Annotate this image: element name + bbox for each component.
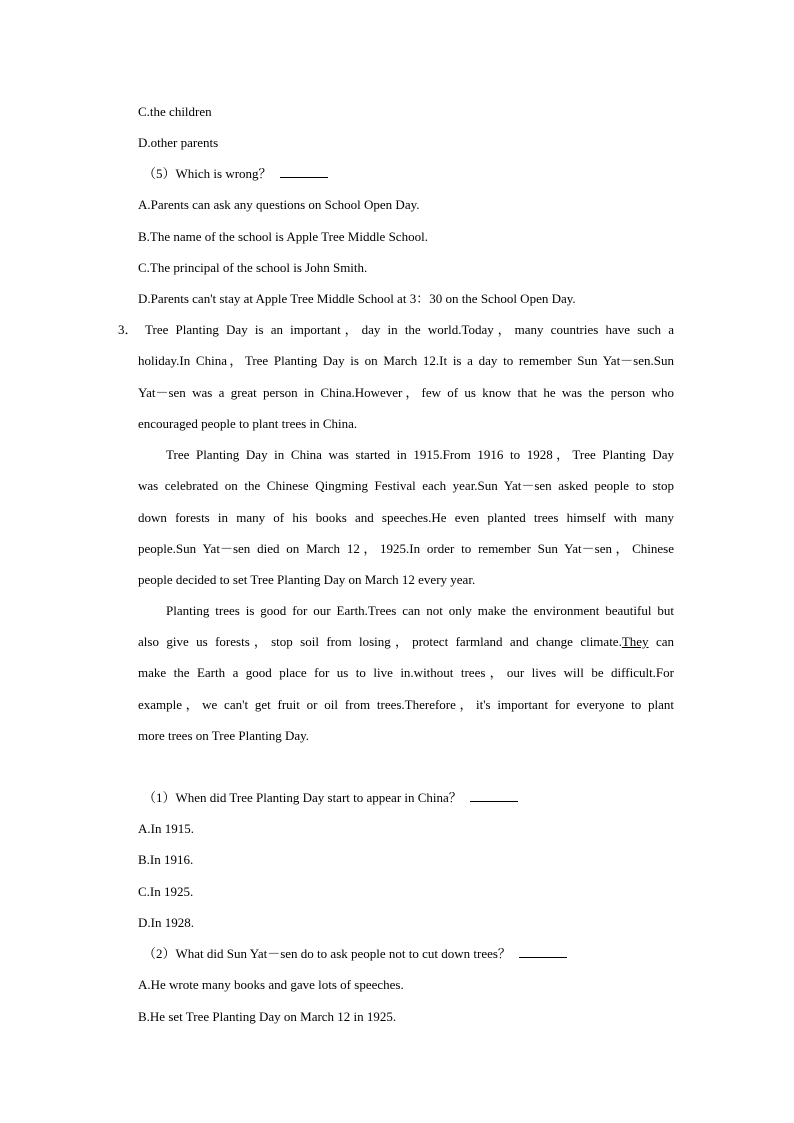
passage-line: more trees on Tree Planting Day. xyxy=(138,728,310,743)
answer-blank[interactable] xyxy=(280,165,328,178)
question-1-prompt: （1）When did Tree Planting Day start to appear in China？ xyxy=(143,790,462,805)
q1-option-a: A.In 1915. xyxy=(138,821,194,836)
passage-text: can xyxy=(648,634,674,649)
option-c-prev: C.the children xyxy=(138,104,212,119)
q5-option-a: A.Parents can ask any questions on School Open Day. xyxy=(138,197,420,212)
q1-option-b: B.In 1916. xyxy=(138,852,194,867)
answer-blank[interactable] xyxy=(519,945,567,958)
passage-line: Tree Planting Day is an important，day in the world.Today，many countries have such a xyxy=(145,322,674,337)
q5-option-c: C.The principal of the school is John Smith. xyxy=(138,260,368,275)
answer-blank[interactable] xyxy=(470,789,518,802)
q5-option-d: D.Parents can't stay at Apple Tree Middle School at 3：30 on the School Open Day. xyxy=(138,291,576,306)
passage-line: holiday.In China，Tree Planting Day is on March 12.It is a day to remember Sun Yat－sen.Sun xyxy=(138,353,674,368)
passage-line: make the Earth a good place for us to live in.without trees，our lives will be difficult.For xyxy=(138,665,674,680)
passage-line: Planting trees is good for our Earth.Trees can not only make the environment beautiful but xyxy=(166,603,674,618)
q1-option-d: D.In 1928. xyxy=(138,915,194,930)
passage-line: example，we can't get fruit or oil from trees.Therefore，it's important for everyone to plant xyxy=(138,697,674,712)
question-2-prompt: （2）What did Sun Yat－sen do to ask people not to cut down trees？ xyxy=(143,946,511,961)
passage-line: was celebrated on the Chinese Qingming Festival each year.Sun Yat－sen asked people to stop xyxy=(138,478,674,493)
question-5 xyxy=(143,165,328,183)
option-d-prev: D.other parents xyxy=(138,135,219,150)
q1-option-c: C.In 1925. xyxy=(138,884,194,899)
passage-line xyxy=(138,633,674,651)
passage-line: Tree Planting Day in China was started in 1915.From 1916 to 1928，Tree Planting Day xyxy=(166,447,674,462)
passage-line: down forests in many of his books and speeches.He even planted trees himself with many xyxy=(138,510,674,525)
q2-option-a: A.He wrote many books and gave lots of speeches. xyxy=(138,977,404,992)
underlined-word: They xyxy=(621,634,649,649)
question-2 xyxy=(143,945,567,963)
q5-option-b: B.The name of the school is Apple Tree Middle School. xyxy=(138,229,428,244)
passage-line: Yat－sen was a great person in China.However，few of us know that he was the person who xyxy=(138,385,674,400)
passage-line: people decided to set Tree Planting Day on March 12 every year. xyxy=(138,572,476,587)
passage-line: people.Sun Yat－sen died on March 12，1925.In order to remember Sun Yat－sen，Chinese xyxy=(138,541,674,556)
question-1 xyxy=(143,789,518,807)
question-5-prompt: （5）Which is wrong？ xyxy=(143,166,272,181)
passage-line: encouraged people to plant trees in China. xyxy=(138,416,358,431)
passage-text: also give us forests，stop soil from losing，protect farmland and change climate. xyxy=(138,634,622,649)
question-number: 3． xyxy=(118,322,138,337)
q2-option-b: B.He set Tree Planting Day on March 12 in 1925. xyxy=(138,1009,397,1024)
